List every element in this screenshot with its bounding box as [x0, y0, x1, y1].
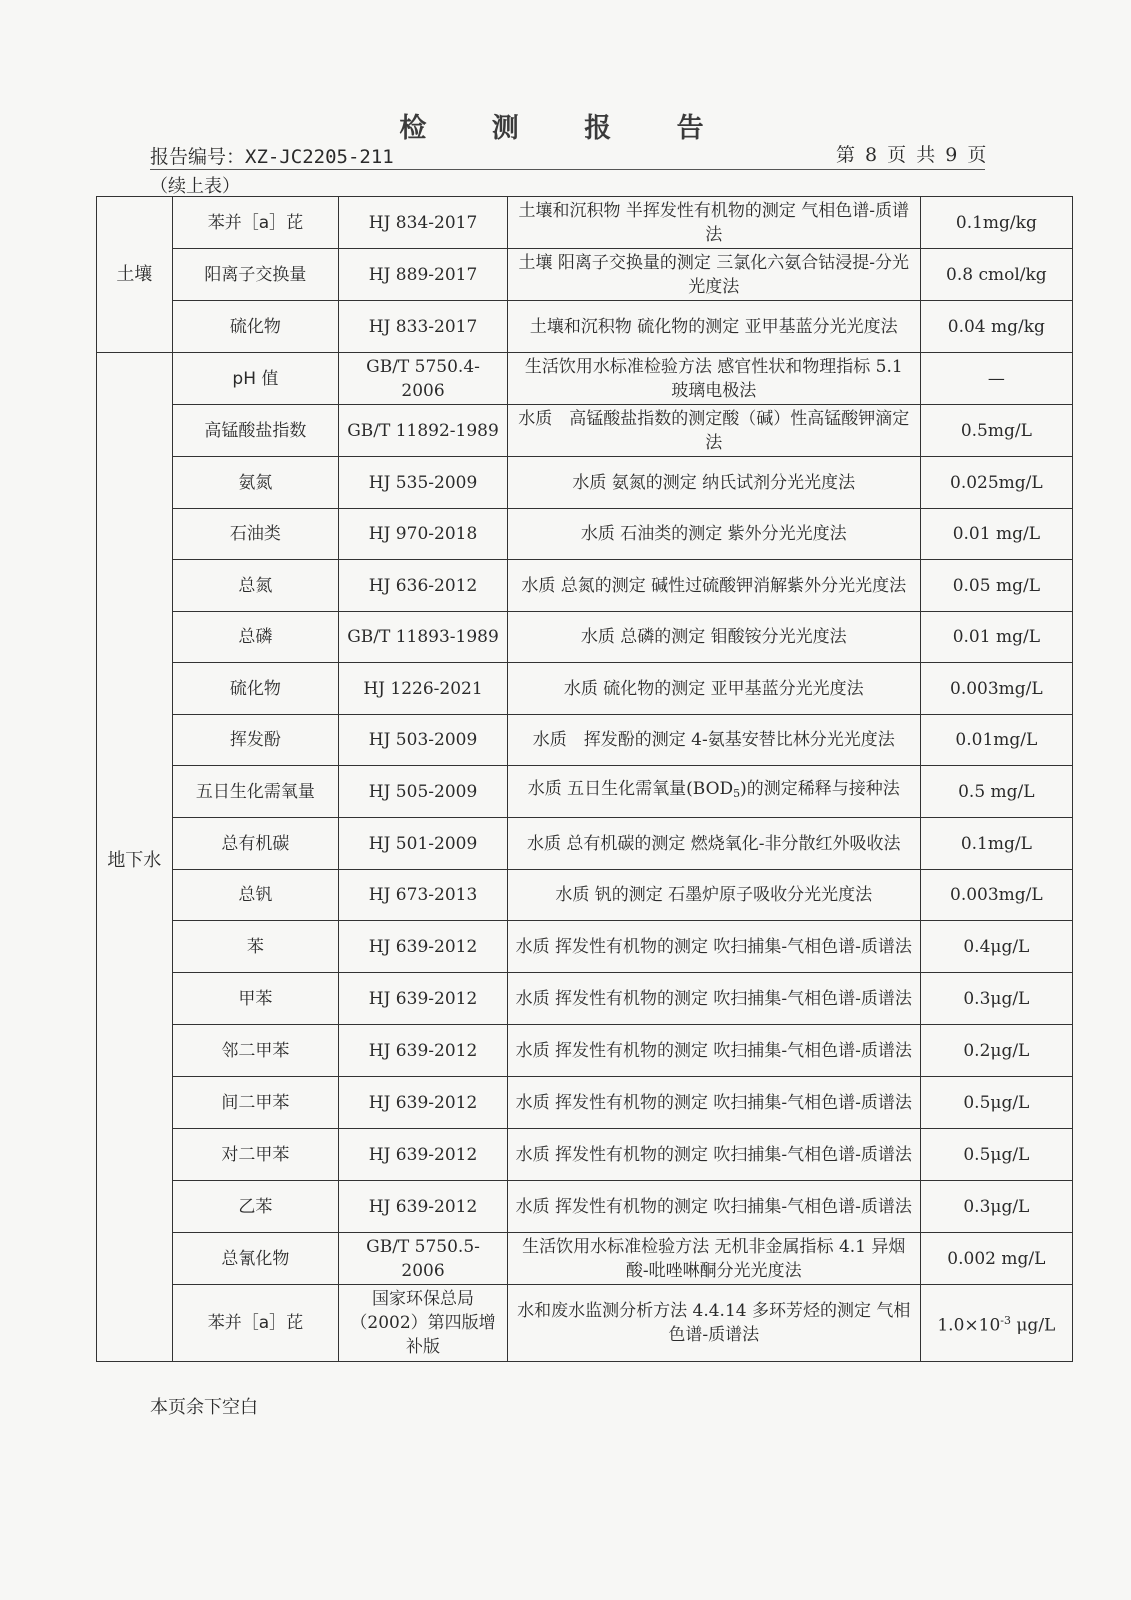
- detection-method-table: [96, 196, 1073, 1362]
- table-row: [97, 870, 1073, 921]
- standard-cell: GB/T 11893-1989: [339, 612, 508, 663]
- table-row: [97, 921, 1073, 973]
- continued-label: （续上表）: [150, 176, 240, 197]
- limit-text-post: μg/L: [1010, 1315, 1056, 1336]
- method-cell: 土壤和沉积物 硫化物的测定 亚甲基蓝分光光度法: [507, 301, 920, 353]
- method-cell: 水质 挥发性有机物的测定 吹扫捕集-气相色谱-质谱法: [507, 1077, 920, 1129]
- table-row: [97, 715, 1073, 766]
- method-cell: 水质 挥发性有机物的测定 吹扫捕集-气相色谱-质谱法: [507, 1025, 920, 1077]
- method-cell: 水质 挥发酚的测定 4-氨基安替比林分光光度法: [507, 715, 920, 766]
- standard-cell: HJ 834-2017: [339, 197, 508, 249]
- table-body: [97, 197, 1073, 1362]
- footer-note: 本页余下空白: [150, 1397, 258, 1418]
- item-name-cell: 乙苯: [172, 1181, 339, 1233]
- limit-cell: 0.3μg/L: [920, 973, 1072, 1025]
- standard-cell: HJ 636-2012: [339, 560, 508, 612]
- method-text-post: )的测定稀释与接种法: [740, 779, 900, 799]
- item-name-cell: 硫化物: [172, 301, 339, 353]
- standard-cell: 国家环保总局（2002）第四版增补版: [339, 1285, 508, 1362]
- table-row: [97, 353, 1073, 405]
- limit-cell: 0.5mg/L: [920, 405, 1072, 457]
- method-text-subscript: 5: [733, 787, 741, 800]
- report-number: 报告编号：XZ-JC2205-211: [150, 146, 394, 168]
- table-row: [97, 1181, 1073, 1233]
- limit-cell: 0.8 cmol/kg: [920, 249, 1072, 301]
- method-cell: 水质 总有机碳的测定 燃烧氧化-非分散红外吸收法: [507, 818, 920, 870]
- table-row: [97, 1285, 1073, 1362]
- method-cell: 水质 总磷的测定 钼酸铵分光光度法: [507, 612, 920, 663]
- standard-cell: HJ 970-2018: [339, 509, 508, 560]
- item-name-cell: 苯: [172, 921, 339, 973]
- item-name-cell: 石油类: [172, 509, 339, 560]
- limit-cell: 0.003mg/L: [920, 870, 1072, 921]
- item-name-cell: 氨氮: [172, 457, 339, 509]
- method-cell: 生活饮用水标准检验方法 感官性状和物理指标 5.1 玻璃电极法: [507, 353, 920, 405]
- table-row: [97, 1077, 1073, 1129]
- limit-cell: 0.4μg/L: [920, 921, 1072, 973]
- table-row: [97, 1025, 1073, 1077]
- item-name-cell: 苯并［a］芘: [172, 197, 339, 249]
- page-indicator: 第 8 页 共 9 页: [836, 144, 989, 166]
- limit-cell: 0.5μg/L: [920, 1077, 1072, 1129]
- item-name-cell: 苯并［a］芘: [172, 1285, 339, 1362]
- limit-cell: 0.01 mg/L: [920, 612, 1072, 663]
- method-cell: 土壤和沉积物 半挥发性有机物的测定 气相色谱-质谱法: [507, 197, 920, 249]
- standard-cell: HJ 639-2012: [339, 1181, 508, 1233]
- item-name-cell: 间二甲苯: [172, 1077, 339, 1129]
- standard-cell: HJ 505-2009: [339, 766, 508, 818]
- limit-cell: 0.04 mg/kg: [920, 301, 1072, 353]
- method-cell: 生活饮用水标准检验方法 无机非金属指标 4.1 异烟酸-吡唑啉酮分光光度法: [507, 1233, 920, 1285]
- table-row: [97, 560, 1073, 612]
- method-cell: 水质 挥发性有机物的测定 吹扫捕集-气相色谱-质谱法: [507, 973, 920, 1025]
- method-cell: 水质 高锰酸盐指数的测定酸（碱）性高锰酸钾滴定法: [507, 405, 920, 457]
- standard-cell: GB/T 5750.5-2006: [339, 1233, 508, 1285]
- table-row: [97, 1233, 1073, 1285]
- method-cell: 水质 钒的测定 石墨炉原子吸收分光光度法: [507, 870, 920, 921]
- standard-cell: HJ 1226-2021: [339, 663, 508, 715]
- table-row: [97, 818, 1073, 870]
- limit-cell: 0.002 mg/L: [920, 1233, 1072, 1285]
- standard-cell: GB/T 5750.4-2006: [339, 353, 508, 405]
- standard-cell: GB/T 11892-1989: [339, 405, 508, 457]
- method-cell: 水质 石油类的测定 紫外分光光度法: [507, 509, 920, 560]
- limit-cell: 0.01mg/L: [920, 715, 1072, 766]
- limit-cell: 0.025mg/L: [920, 457, 1072, 509]
- standard-cell: HJ 889-2017: [339, 249, 508, 301]
- table-row: [97, 663, 1073, 715]
- header-rule: [150, 169, 985, 170]
- limit-cell: 0.1mg/L: [920, 818, 1072, 870]
- standard-cell: HJ 501-2009: [339, 818, 508, 870]
- table-row: [97, 301, 1073, 353]
- table-row: [97, 973, 1073, 1025]
- limit-cell: 0.5 mg/L: [920, 766, 1072, 818]
- item-name-cell: 邻二甲苯: [172, 1025, 339, 1077]
- table-row: [97, 509, 1073, 560]
- item-name-cell: 总氮: [172, 560, 339, 612]
- item-name-cell: pH 值: [172, 353, 339, 405]
- item-name-cell: 总有机碳: [172, 818, 339, 870]
- limit-cell: 0.003mg/L: [920, 663, 1072, 715]
- method-cell: 土壤 阳离子交换量的测定 三氯化六氨合钴浸提-分光光度法: [507, 249, 920, 301]
- standard-cell: HJ 535-2009: [339, 457, 508, 509]
- standard-cell: HJ 639-2012: [339, 973, 508, 1025]
- limit-cell: 0.5μg/L: [920, 1129, 1072, 1181]
- method-text-pre: 水质 五日生化需氧量(BOD: [527, 779, 734, 799]
- limit-cell: 0.3μg/L: [920, 1181, 1072, 1233]
- table-row: [97, 457, 1073, 509]
- standard-cell: HJ 503-2009: [339, 715, 508, 766]
- item-name-cell: 总磷: [172, 612, 339, 663]
- report-title: 检 测 报 告: [399, 113, 732, 144]
- item-name-cell: 总钒: [172, 870, 339, 921]
- table-row: [97, 249, 1073, 301]
- limit-cell: 0.05 mg/L: [920, 560, 1072, 612]
- standard-cell: HJ 833-2017: [339, 301, 508, 353]
- method-cell: 水质 总氮的测定 碱性过硫酸钾消解紫外分光光度法: [507, 560, 920, 612]
- standard-cell: HJ 639-2012: [339, 1025, 508, 1077]
- method-cell: 水质 挥发性有机物的测定 吹扫捕集-气相色谱-质谱法: [507, 921, 920, 973]
- method-cell: 水和废水监测分析方法 4.4.14 多环芳烃的测定 气相色谱-质谱法: [507, 1285, 920, 1362]
- media-cell: 地下水: [97, 353, 173, 1362]
- item-name-cell: 阳离子交换量: [172, 249, 339, 301]
- standard-cell: HJ 639-2012: [339, 1077, 508, 1129]
- limit-cell: 0.01 mg/L: [920, 509, 1072, 560]
- standard-cell: HJ 639-2012: [339, 921, 508, 973]
- item-name-cell: 硫化物: [172, 663, 339, 715]
- item-name-cell: 五日生化需氧量: [172, 766, 339, 818]
- media-cell: 土壤: [97, 197, 173, 353]
- limit-cell: 0.2μg/L: [920, 1025, 1072, 1077]
- item-name-cell: 挥发酚: [172, 715, 339, 766]
- table-row: [97, 1129, 1073, 1181]
- table-row: [97, 612, 1073, 663]
- item-name-cell: 总氰化物: [172, 1233, 339, 1285]
- limit-exponent: -3: [1000, 1313, 1011, 1327]
- standard-cell: HJ 673-2013: [339, 870, 508, 921]
- method-cell: 水质 挥发性有机物的测定 吹扫捕集-气相色谱-质谱法: [507, 1129, 920, 1181]
- table-row: [97, 405, 1073, 457]
- method-cell: 水质 硫化物的测定 亚甲基蓝分光光度法: [507, 663, 920, 715]
- standard-cell: HJ 639-2012: [339, 1129, 508, 1181]
- method-cell: 水质 挥发性有机物的测定 吹扫捕集-气相色谱-质谱法: [507, 1181, 920, 1233]
- item-name-cell: 对二甲苯: [172, 1129, 339, 1181]
- table-row: [97, 197, 1073, 249]
- limit-text-pre: 1.0×10: [937, 1315, 1001, 1336]
- item-name-cell: 高锰酸盐指数: [172, 405, 339, 457]
- table-row: [97, 766, 1073, 818]
- limit-cell: 0.1mg/kg: [920, 197, 1072, 249]
- limit-cell: —: [920, 353, 1072, 405]
- method-cell: 水质 氨氮的测定 纳氏试剂分光光度法: [507, 457, 920, 509]
- item-name-cell: 甲苯: [172, 973, 339, 1025]
- method-cell: [507, 766, 920, 818]
- limit-cell: [920, 1285, 1072, 1362]
